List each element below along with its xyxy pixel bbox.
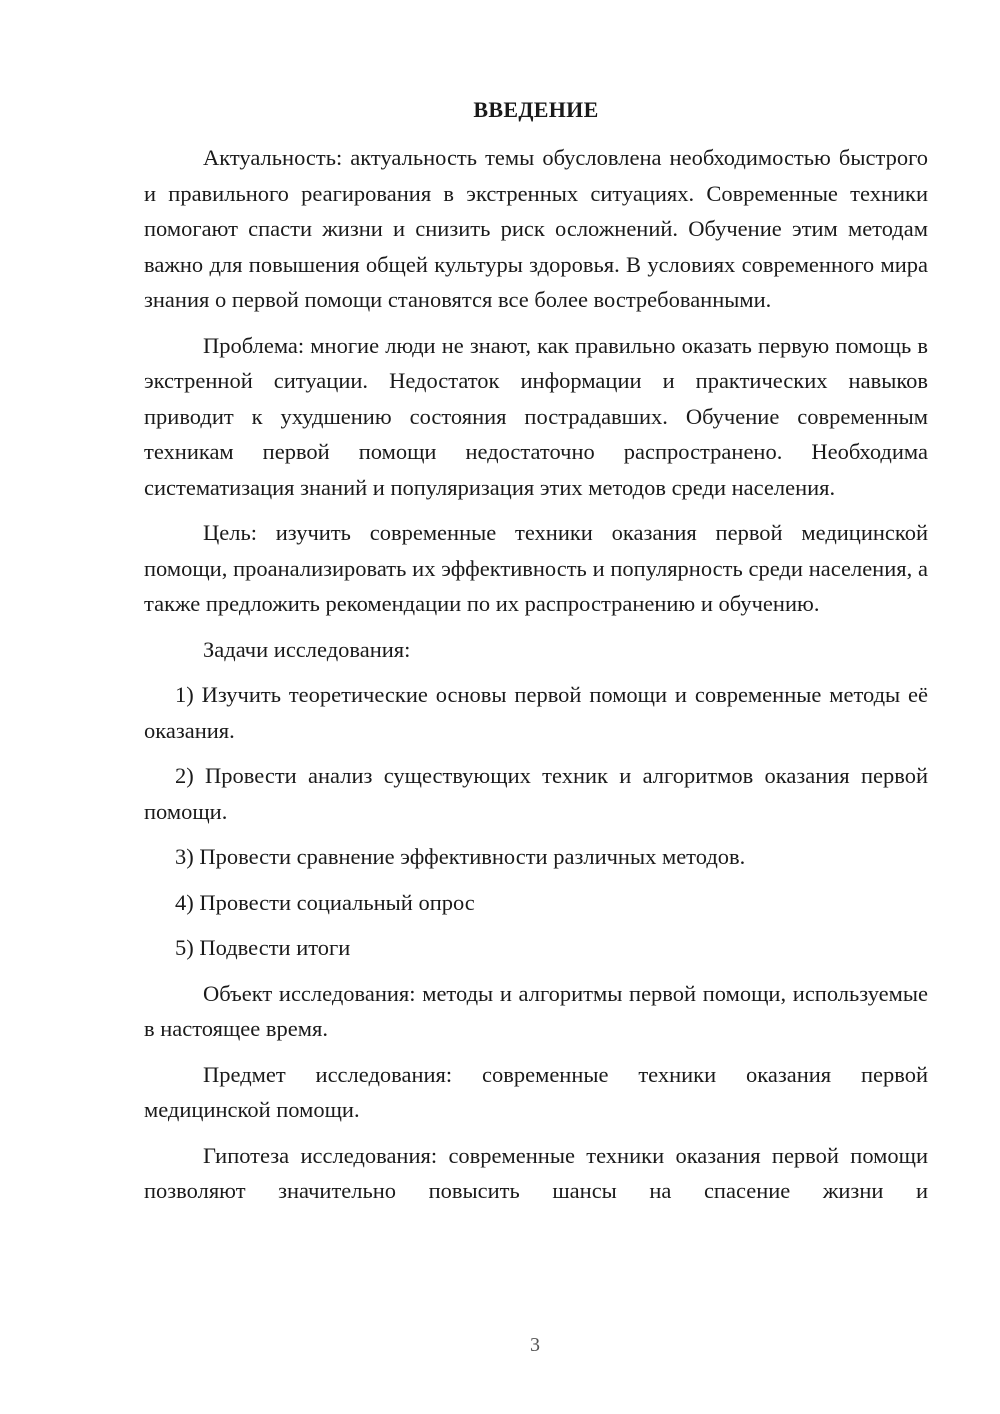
page-number: 3 — [530, 1334, 540, 1356]
tasks-heading: Задачи исследования: — [203, 636, 411, 662]
task-item-2: 2) Провести анализ существующих техник и алгоритмов оказания первой помощи. — [144, 763, 928, 824]
paragraph-relevance: Актуальность: актуальность темы обусловлена необходимостью быстрого и правильного реагирования в экстренных ситуациях. Современные техники помогают спасти жизни и снизить риск осложнений. Обучение этим методам важно для повышения общей культуры здоровья. В условиях современного мира знания о первой помощи становятся все более востребованными. — [144, 145, 928, 312]
task-item-3: 3) Провести сравнение эффективности различных методов. — [175, 844, 746, 869]
page-title: ВВЕДЕНИЕ — [473, 97, 599, 122]
paragraph-goal: Цель: изучить современные техники оказания первой медицинской помощи, проанализировать их эффективность и популярность среди населения, а также предложить рекомендации по их распространению и обучению. — [144, 520, 928, 616]
document-page — [144, 94, 928, 1209]
task-item-5: 5) Подвести итоги — [175, 935, 351, 960]
task-item-1: 1) Изучить теоретические основы первой помощи и современные методы её оказания. — [144, 682, 928, 743]
paragraph-object: Объект исследования: методы и алгоритмы первой помощи, используемые в настоящее время. — [144, 980, 928, 1041]
paragraph-subject: Предмет исследования: современные техники оказания первой медицинской помощи. — [144, 1061, 928, 1122]
paragraph-hypothesis: Гипотеза исследования: современные техники оказания первой помощи позволяют значительно повысить шансы на спасение жизни и — [144, 1142, 928, 1203]
task-item-4: 4) Провести социальный опрос — [175, 889, 475, 915]
paragraph-problem: Проблема: многие люди не знают, как правильно оказать первую помощь в экстренной ситуации. Недостаток информации и практических навыков приводит к ухудшению состояния пострадавших. Обучение современным техникам первой помощи недостаточно распространено. Необходима систематизация знаний и популяризация этих методов среди населения. — [144, 332, 928, 500]
